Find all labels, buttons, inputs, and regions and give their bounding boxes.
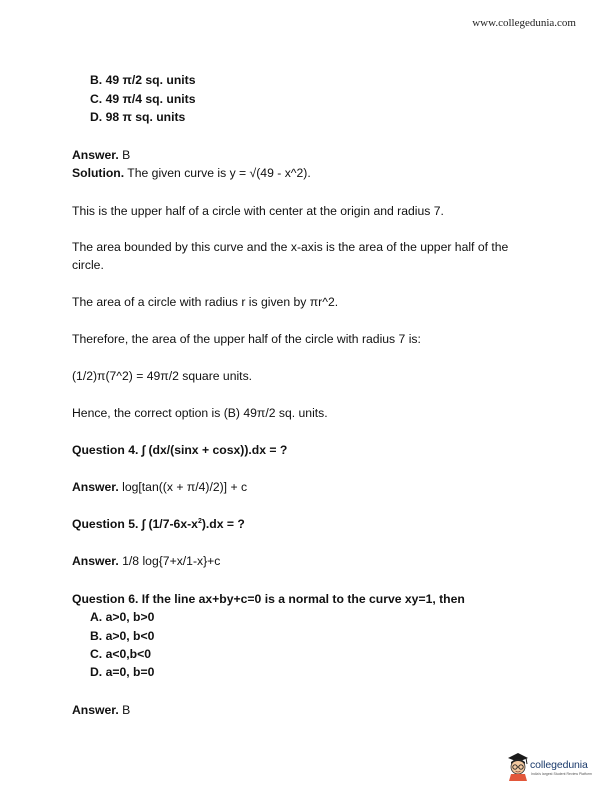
q4-answer (72, 480, 247, 495)
q3-option-d (90, 110, 185, 125)
answer-label: Answer. (72, 480, 119, 494)
answer-value: 1/8 log{7+x/1-x}+c (118, 554, 221, 568)
q4-question: Question 4. ∫ (dx/(sinx + cosx)).dx = ? (72, 443, 288, 457)
answer-label: Answer. (72, 554, 119, 568)
q6-option-d (90, 665, 154, 680)
q3-option-b (90, 73, 196, 88)
q3-para-5: (1/2)π(7^2) = 49π/2 square units. (72, 369, 253, 383)
option-text: a<0,b<0 (102, 647, 151, 661)
question-text: Question 5. ∫ (1/7-6x-x (72, 517, 198, 531)
q5-question (72, 517, 245, 532)
q5-answer (72, 554, 220, 569)
q3-solution (72, 166, 311, 181)
superscript: 2 (197, 517, 202, 525)
solution-text: The given curve is y = √(49 - x^2). (124, 166, 311, 180)
option-text: a=0, b=0 (102, 665, 155, 679)
logo-wordmark: collegedunia (530, 759, 588, 771)
q6-answer (72, 703, 130, 718)
question-text-end: ).dx = ? (201, 517, 245, 531)
q3-answer (72, 148, 130, 163)
q3-para-4: Therefore, the area of the upper half of the circle with radius 7 is: (72, 332, 421, 346)
option-text: 98 π sq. units (102, 110, 186, 124)
option-key: C. (90, 92, 103, 106)
option-key: C. (90, 647, 103, 661)
mascot-icon (506, 750, 530, 782)
option-key: B. (90, 629, 103, 643)
collegedunia-logo[interactable] (506, 750, 598, 784)
logo-tagline: India's largest Student Review Platform (531, 772, 592, 776)
option-text: a>0, b<0 (102, 629, 155, 643)
q3-option-c (90, 92, 196, 107)
q6-option-a (90, 610, 154, 625)
q3-para-1: This is the upper half of a circle with center at the origin and radius 7. (72, 204, 444, 218)
option-text: 49 π/2 sq. units (102, 73, 196, 87)
site-url[interactable]: www.collegedunia.com (472, 17, 576, 29)
option-text: a>0, b>0 (102, 610, 155, 624)
solution-label: Solution. (72, 166, 125, 180)
q3-para-3: The area of a circle with radius r is given by πr^2. (72, 295, 339, 309)
option-key: A. (90, 610, 103, 624)
option-key: D. (90, 665, 103, 679)
option-text: 49 π/4 sq. units (102, 92, 196, 106)
q6-question: Question 6. If the line ax+by+c=0 is a normal to the curve xy=1, then (72, 592, 465, 606)
answer-value: log[tan((x + π/4)/2)] + c (118, 480, 248, 494)
q6-option-b (90, 629, 154, 644)
q3-para-2: The area bounded by this curve and the x-axis is the area of the upper half of the circle. (72, 240, 509, 272)
option-key: D. (90, 110, 103, 124)
answer-label: Answer. (72, 703, 119, 717)
q6-option-c (90, 647, 151, 662)
answer-value: B (118, 703, 131, 717)
q3-para-6: Hence, the correct option is (B) 49π/2 sq. units. (72, 406, 328, 420)
answer-label: Answer. (72, 148, 119, 162)
answer-value: B (118, 148, 131, 162)
option-key: B. (90, 73, 103, 87)
